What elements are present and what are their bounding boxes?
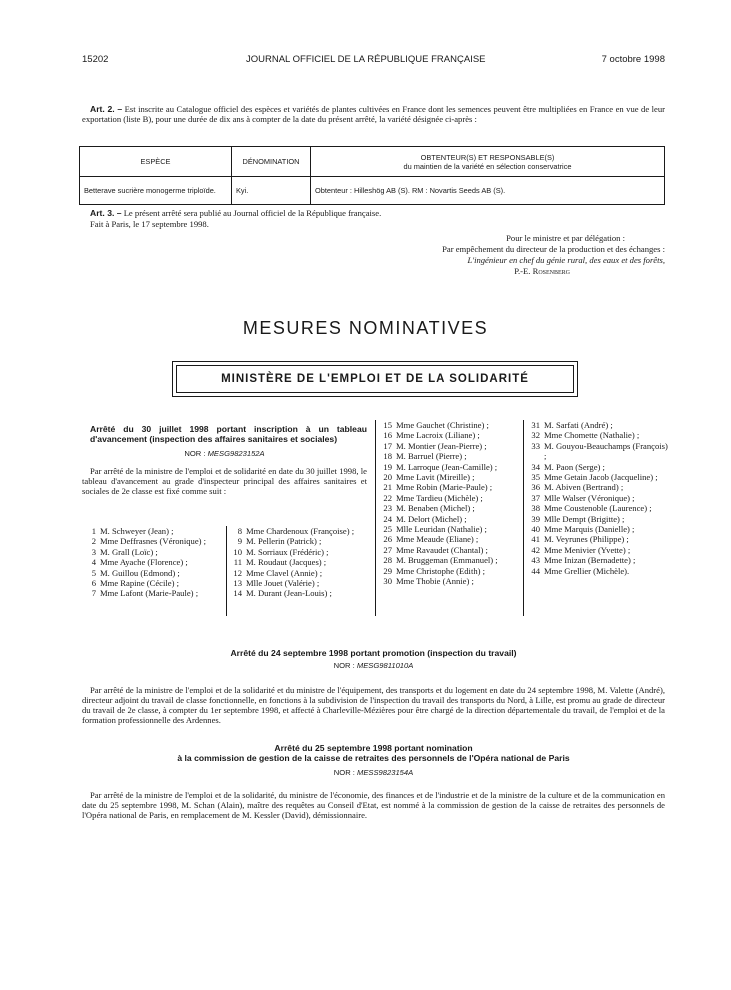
list-item-number: 26 [383, 534, 392, 545]
journal-title: JOURNAL OFFICIEL DE LA RÉPUBLIQUE FRANÇAISE [246, 54, 486, 65]
list-item [378, 430, 520, 440]
list-item-name: Mlle Jouet (Valérie) ; [246, 578, 320, 589]
list-item-number: 36 [531, 482, 540, 493]
list-item-number: 11 [233, 557, 242, 568]
column-divider [523, 420, 524, 616]
arrete-1 [82, 424, 367, 496]
list-item-name: Mme Chardenoux (Françoise) ; [246, 526, 355, 536]
arrete-2-nor [82, 661, 665, 670]
cell-denomination: Kyi. [232, 177, 311, 205]
list-item-number: 37 [531, 492, 540, 503]
variety-table [79, 146, 665, 205]
table-row [80, 177, 665, 205]
col-obtenteur-header-line2: du maintien de la variété en sélection conservatrice [403, 161, 572, 171]
list-item [228, 578, 370, 588]
list-item-name: M. Bruggeman (Emmanuel) ; [396, 555, 498, 566]
list-item [526, 524, 671, 534]
list-item [378, 514, 520, 524]
list-item-name: M. Abiven (Bertrand) ; [544, 482, 624, 493]
list-item [82, 557, 224, 567]
promotion-list-col4 [526, 420, 671, 576]
list-item-name: Mme Christophe (Edith) ; [396, 565, 486, 576]
list-item-name: Mme Ayache (Florence) ; [100, 557, 188, 568]
list-item-number: 15 [383, 420, 392, 430]
cell-espece: Betterave sucrière monogerme triploïde. [80, 177, 232, 205]
column-divider [226, 526, 227, 616]
article-2-text: Est inscrite au Catalogue officiel des espèces et variétés de plantes cultivées en France dont les semences peuvent être multipliées en France en vue de leur exportation (liste B), pour une durée de dix ans à compter de la date du présent arrêté, la variété désignée ci-après : [82, 104, 665, 124]
publication-date: 7 octobre 1998 [601, 54, 665, 65]
list-item [378, 451, 520, 461]
list-item-name: M. Durant (Jean-Louis) ; [246, 588, 332, 599]
list-item [526, 420, 671, 430]
arrete-3-title-line1: Arrêté du 25 septembre 1998 portant nomination [274, 743, 473, 753]
list-item [378, 545, 520, 555]
list-item-number: 17 [383, 440, 392, 451]
list-item [378, 441, 520, 451]
signature-line2: Par empêchement du directeur de la production et des échanges : [442, 244, 665, 254]
place-date: Fait à Paris, le 17 septembre 1998. [90, 219, 209, 229]
signature-block [265, 233, 665, 277]
list-item-name: M. Guillou (Edmond) ; [100, 567, 180, 578]
nor-code: MESS9823154A [357, 768, 414, 777]
arrete-1-title: Arrêté du 30 juillet 1998 portant inscription à un tableau d'avancement (inspection des affaires sanitaires et sociales) [90, 424, 367, 444]
list-item-number: 39 [531, 513, 540, 524]
list-item-number: 3 [91, 546, 96, 557]
list-item-name: Mlle Leuridan (Nathalie) ; [396, 524, 487, 535]
list-item-number: 41 [531, 534, 540, 545]
col-obtenteur-header-line1: OBTENTEUR(S) ET RESPONSABLE(S) [420, 152, 555, 162]
list-item [526, 441, 671, 462]
list-item [526, 493, 671, 503]
list-item [228, 547, 370, 557]
list-item [526, 462, 671, 472]
list-item [228, 588, 370, 598]
list-item-name: Mme Robin (Marie-Paule) ; [396, 482, 493, 493]
list-item-number: 13 [233, 578, 242, 589]
list-item-number: 28 [383, 555, 392, 566]
list-item [526, 566, 671, 576]
list-item [526, 555, 671, 565]
list-item-number: 25 [383, 524, 392, 535]
list-item-number: 31 [531, 420, 540, 430]
list-item-name: Mme Coustenoble (Laurence) ; [544, 503, 652, 514]
list-item-number: 23 [383, 503, 392, 514]
cell-obtenteur: Obtenteur : Hilleshög AB (S). RM : Novartis Seeds AB (S). [311, 177, 665, 205]
list-item-name: Mme Gauchet (Christine) ; [396, 420, 489, 430]
list-item-name: M. Schweyer (Jean) ; [100, 526, 174, 536]
column-divider [375, 420, 376, 616]
nor-label: NOR : [333, 768, 355, 777]
list-item-number: 6 [91, 578, 96, 589]
list-item-name: Mme Getain Jacob (Jacqueline) ; [544, 472, 658, 483]
list-item-name: Mme Marquis (Danielle) ; [544, 524, 635, 535]
list-item [378, 503, 520, 513]
list-item-name: Mme Chomette (Nathalie) ; [544, 430, 640, 441]
col-obtenteur-header [311, 147, 665, 177]
list-item-number: 30 [383, 576, 392, 587]
list-item [82, 526, 224, 536]
list-item-name: Mme Ravaudet (Chantal) ; [396, 544, 488, 555]
list-item-name: M. Sorriaux (Frédéric) ; [246, 546, 329, 557]
list-item-number: 16 [383, 430, 392, 441]
arrete-2-title: Arrêté du 24 septembre 1998 portant promotion (inspection du travail) [230, 648, 517, 658]
arrete-3-nor [82, 768, 665, 777]
list-item [82, 588, 224, 598]
arrete-1-body: Par arrêté de la ministre de l'emploi et de solidarité en date du 30 juillet 1998, le tableau d'avancement au grade d'inspecteur principal des affaires sanitaires et sociales de 2e classe est fixé comme suit : [82, 466, 367, 496]
signature-line3: L'ingénieur en chef du génie rural, des eaux et des forêts, [467, 255, 665, 265]
promotion-list-col1 [82, 526, 224, 599]
list-item-number: 43 [531, 555, 540, 566]
arrete-3-body: Par arrêté de la ministre de l'emploi et de la solidarité, du ministre de l'économie, des finances et de l'industrie et de la ministre de la culture et de la communication en date du 25 septembre 1998, M. Schan (Alain), maître des requêtes au Conseil d'Etat, est nommé à la commission de gestion de la caisse de retraites des personnels de l'Opéra national de Paris, en remplacement de M. Kessler (David), démissionnaire. [82, 790, 665, 820]
list-item-name: Mme Thobie (Annie) ; [396, 576, 474, 587]
list-item-number: 29 [383, 565, 392, 576]
list-item-number: 35 [531, 472, 540, 483]
article-3-label: Art. 3. – [90, 208, 122, 218]
article-3 [82, 208, 665, 218]
arrete-3-title [82, 743, 665, 763]
list-item-number: 40 [531, 524, 540, 535]
nor-label: NOR : [184, 449, 206, 458]
list-item-number: 34 [531, 461, 540, 472]
list-item-number: 7 [91, 588, 96, 599]
list-item-name: Mme Meaude (Eliane) ; [396, 534, 479, 545]
list-item-name: M. Paon (Serge) ; [544, 461, 605, 472]
page-number: 15202 [82, 54, 109, 65]
list-item [378, 493, 520, 503]
list-item-number: 32 [531, 430, 540, 441]
list-item-number: 14 [233, 588, 242, 599]
nor-code: MESG9811010A [356, 661, 414, 670]
list-item-name: M. Delort (Michel) ; [396, 513, 467, 524]
article-3-text: Le présent arrêté sera publié au Journal officiel de la République française. [123, 208, 382, 218]
section-title: MESURES NOMINATIVES [242, 318, 489, 338]
list-item-number: 24 [383, 513, 392, 524]
list-item-number: 19 [383, 461, 392, 472]
nor-code: MESG9823152A [207, 449, 265, 458]
list-item [228, 568, 370, 578]
list-item [378, 482, 520, 492]
article-2 [82, 104, 665, 124]
list-item-number: 2 [91, 536, 96, 547]
list-item-name: M. Sarfati (André) ; [544, 420, 613, 430]
list-item [82, 547, 224, 557]
list-item [526, 482, 671, 492]
list-item [378, 524, 520, 534]
article-2-label: Art. 2. – [90, 104, 123, 114]
arrete-2-body: Par arrêté de la ministre de l'emploi et de la solidarité et du ministre de l'équipement, des transports et du logement en date du 24 septembre 1998, M. Valette (André), directeur adjoint du travail de classe fonctionnelle, en fonctions à la subdivision de l'inspection du travail des transports du Nord, à Lille, est promu au grade de directeur du travail de 2e classe, à compter du 1er septembre 1998, et affecté à Charleville-Mézières pour être chargé de la direction départementale du travail, de l'emploi et de la formation professionnelle des Ardennes. [82, 685, 665, 725]
list-item-name: Mme Menivier (Yvette) ; [544, 544, 631, 555]
arrete-3-title-line2: à la commission de gestion de la caisse de retraites des personnels de l'Opéra national de Paris [177, 753, 570, 763]
list-item-name: M. Grall (Loïc) ; [100, 546, 158, 557]
list-item [82, 578, 224, 588]
list-item-number: 22 [383, 492, 392, 503]
ministry-title: MINISTÈRE DE L'EMPLOI ET DE LA SOLIDARITÉ [176, 365, 574, 393]
list-item-number: 9 [237, 536, 242, 547]
list-item-number: 4 [91, 557, 96, 568]
list-item-number: 5 [91, 567, 96, 578]
list-item-number: 20 [383, 472, 392, 483]
list-item [378, 534, 520, 544]
signatory-name: P.-E. Rosenberg [514, 266, 570, 276]
promotion-list-col3 [378, 420, 520, 587]
list-item [228, 536, 370, 546]
list-item-number: 38 [531, 503, 540, 514]
list-item [378, 566, 520, 576]
list-item [82, 536, 224, 546]
list-item [82, 568, 224, 578]
col-denomination-header: DÉNOMINATION [232, 147, 311, 177]
list-item-number: 10 [233, 546, 242, 557]
col-espece-header: ESPÈCE [80, 147, 232, 177]
list-item-number: 18 [383, 451, 392, 462]
list-item-name: M. Barruel (Pierre) ; [396, 451, 467, 462]
list-item-name: Mme Rapine (Cécile) ; [100, 578, 179, 589]
list-item-name: M. Larroque (Jean-Camille) ; [396, 461, 498, 472]
nor-label: NOR : [333, 661, 355, 670]
list-item-number: 21 [383, 482, 392, 493]
list-item-number: 12 [233, 567, 242, 578]
list-item-number: 8 [237, 526, 242, 536]
list-item-name: M. Benaben (Michel) ; [396, 503, 475, 514]
list-item-name: Mme Lavit (Mireille) ; [396, 472, 475, 483]
list-item-name: Mme Inizan (Bernadette) ; [544, 555, 636, 566]
list-item [526, 503, 671, 513]
list-item-name: Mme Clavel (Annie) ; [246, 567, 323, 578]
list-item-name: M. Montier (Jean-Pierre) ; [396, 440, 487, 451]
list-item-number: 44 [531, 565, 540, 576]
promotion-list-col2 [228, 526, 370, 599]
list-item-name: M. Pellerin (Patrick) ; [246, 536, 322, 547]
list-item-number: 27 [383, 544, 392, 555]
list-item [378, 462, 520, 472]
list-item [228, 557, 370, 567]
ministry-frame [172, 361, 578, 397]
list-item-number: 42 [531, 544, 540, 555]
arrete-1-nor [82, 449, 367, 458]
table-header-row [80, 147, 665, 177]
list-item [378, 555, 520, 565]
list-item-name: Mme Grellier (Michèle). [544, 565, 630, 576]
list-item [378, 576, 520, 586]
list-item-name: Mlle Dempt (Brigitte) ; [544, 513, 625, 524]
list-item [526, 472, 671, 482]
list-item [526, 534, 671, 544]
list-item [228, 526, 370, 536]
list-item [526, 545, 671, 555]
list-item-name: M. Roudaut (Jacques) ; [246, 557, 327, 568]
list-item [526, 514, 671, 524]
list-item [378, 472, 520, 482]
list-item-number: 33 [531, 440, 540, 451]
list-item-name: Mme Lafont (Marie-Paule) ; [100, 588, 199, 599]
list-item [378, 420, 520, 430]
list-item-name: Mme Lacroix (Liliane) ; [396, 430, 480, 441]
list-item-name: Mme Tardieu (Michèle) ; [396, 492, 483, 503]
list-item-name: Mme Deffrasnes (Véronique) ; [100, 536, 207, 547]
list-item-name: M. Veyrunes (Philippe) ; [544, 534, 629, 545]
list-item-number: 1 [91, 526, 96, 536]
list-item [526, 430, 671, 440]
list-item-name: M. Gouyou-Beauchamps (François) ; [544, 440, 668, 462]
list-item-name: Mlle Walser (Véronique) ; [544, 492, 635, 503]
signature-line1: Pour le ministre et par délégation : [506, 233, 625, 243]
